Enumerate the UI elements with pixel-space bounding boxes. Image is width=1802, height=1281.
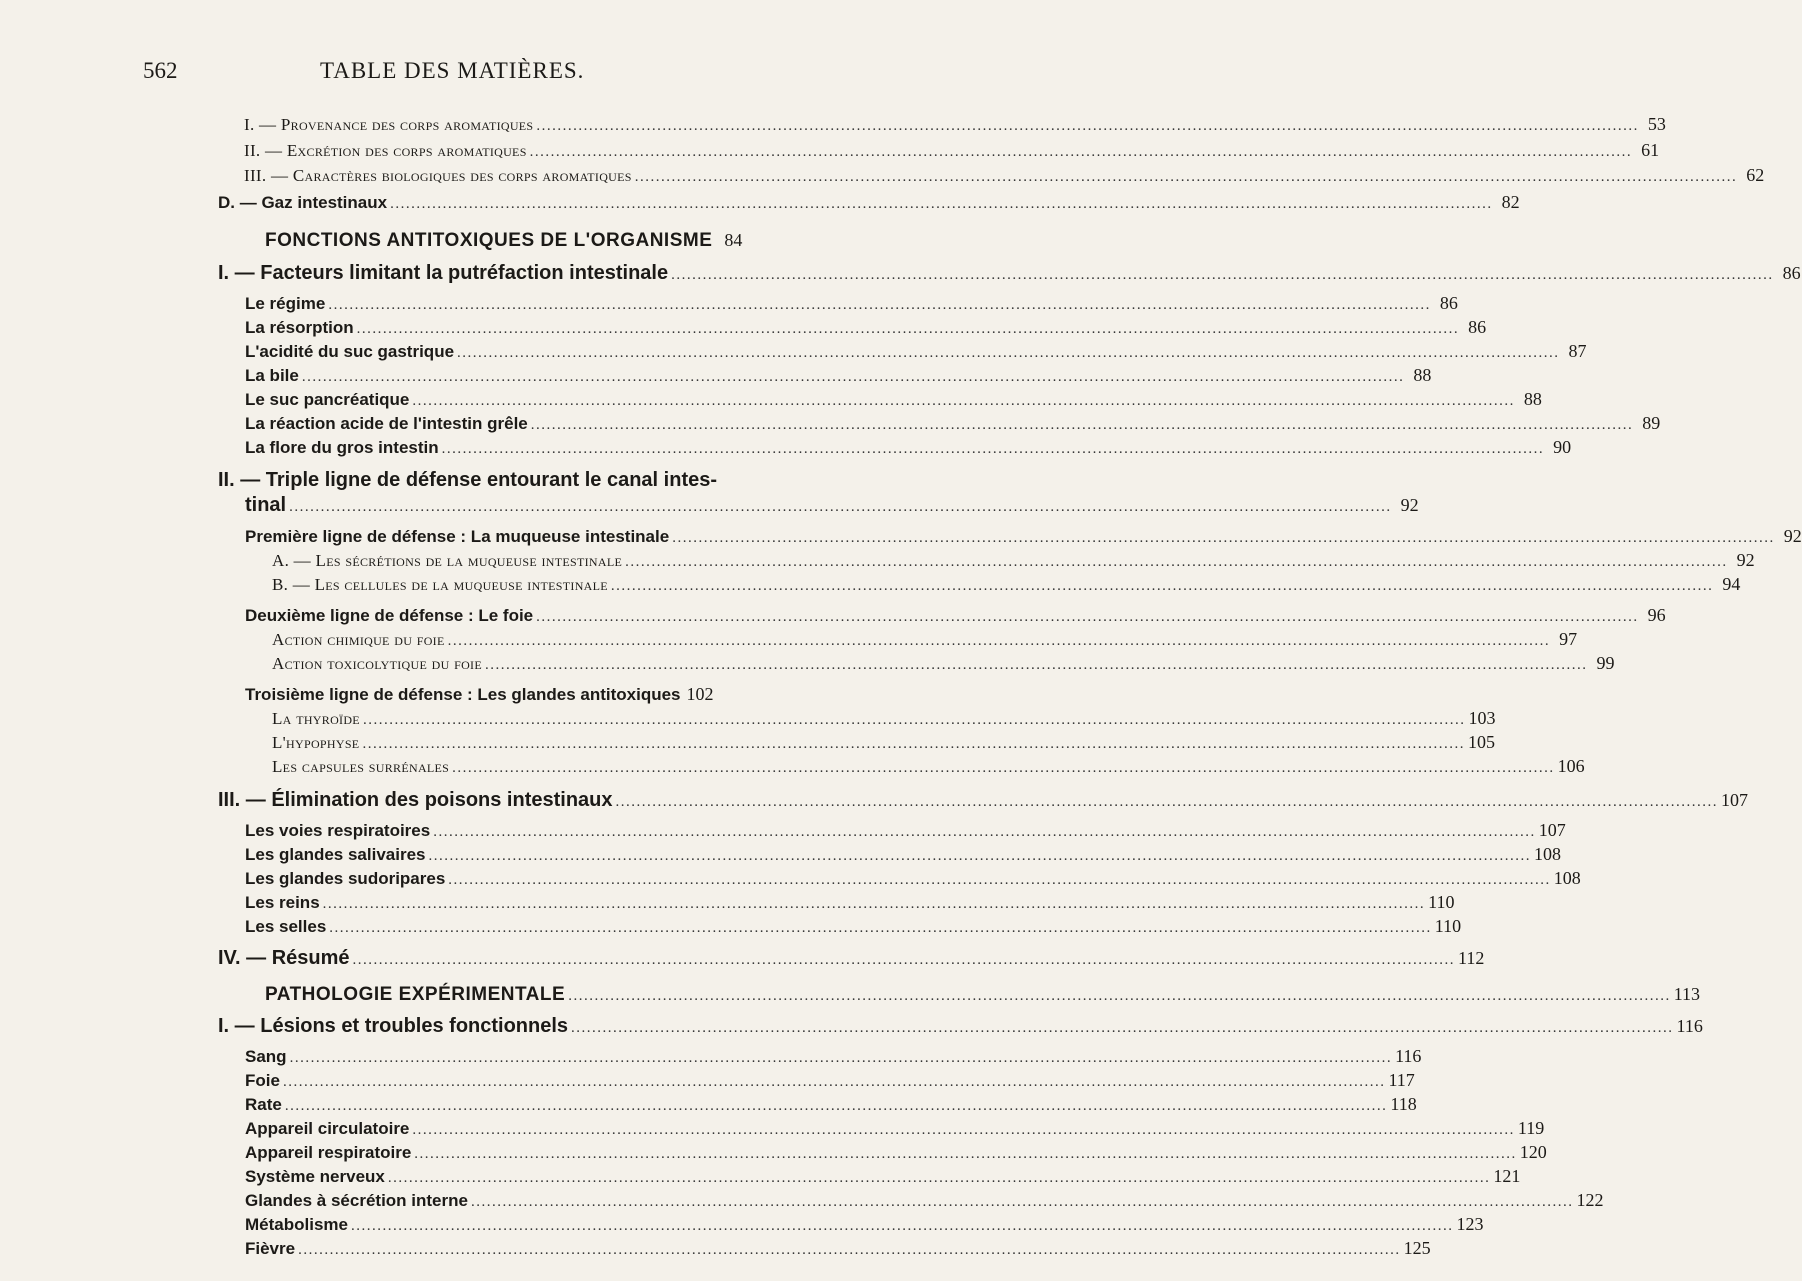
toc-entry	[245, 916, 1462, 940]
page-header	[0, 58, 801, 88]
toc-entry-label: Action chimique du foie	[272, 630, 445, 649]
toc-entry	[218, 1015, 1703, 1039]
toc-entry	[245, 341, 1587, 365]
leader-dots	[571, 1020, 1674, 1037]
toc-entry-label: II. — Excrétion des corps aromatiques	[244, 141, 527, 160]
toc-entry-page: 97	[1559, 629, 1578, 649]
toc-entry-label: Fièvre	[245, 1239, 296, 1258]
toc-entry-label: Les reins	[245, 893, 320, 912]
toc-entry	[244, 114, 1666, 138]
leader-dots	[611, 578, 1714, 595]
toc-entry-label: Rate	[245, 1095, 282, 1114]
toc-entry-label: Le suc pancréatique	[245, 390, 410, 409]
leader-dots	[283, 1074, 1386, 1091]
leader-dots	[412, 393, 1515, 410]
toc-entry	[245, 293, 1458, 317]
toc-entry-page: 118	[1390, 1094, 1417, 1114]
leader-dots	[390, 196, 1493, 213]
toc-entry-page: 92	[1400, 495, 1419, 515]
toc-entry-label: La thyroïde	[272, 709, 360, 728]
leader-dots	[625, 554, 1728, 571]
toc-entry-page: 88	[1413, 365, 1432, 385]
toc-entry	[245, 1166, 1521, 1190]
leader-dots	[448, 872, 1551, 889]
toc-entry-label: I. — Lésions et troubles fonctionnels	[218, 1015, 569, 1037]
toc-entry-page: 90	[1553, 437, 1572, 457]
toc-entry-label: La bile	[245, 366, 299, 385]
toc-entry-label: Le régime	[245, 294, 326, 313]
toc-entry-label: D. — Gaz intestinaux	[218, 193, 388, 212]
toc-entry	[245, 1190, 1604, 1214]
toc-entry-page: 117	[1388, 1070, 1415, 1090]
toc-entry-label: Appareil respiratoire	[245, 1143, 412, 1162]
toc-entry-page: 121	[1493, 1166, 1521, 1186]
toc-entry-label: Deuxième ligne de défense : Le foie	[245, 606, 534, 625]
leader-dots	[363, 712, 1466, 729]
toc-entry-label: III. — Caractères biologiques des corps aromatiques	[244, 166, 632, 185]
toc-entry-label: Métabolisme	[245, 1215, 348, 1234]
toc-entry-label: B. — Les cellules de la muqueuse intestinale	[272, 575, 608, 594]
leader-dots	[302, 369, 1405, 386]
leader-dots	[357, 321, 1460, 338]
toc-entry-page: 92	[1783, 526, 1802, 546]
toc-entry	[245, 1094, 1417, 1118]
page-number: 562	[143, 58, 178, 83]
toc-entry	[244, 165, 1765, 189]
toc-entry-label: La réaction acide de l'intestin grêle	[245, 414, 528, 433]
toc-entry-label: Sang	[245, 1047, 287, 1066]
toc-entry-page: 110	[1428, 892, 1455, 912]
leader-dots	[672, 530, 1775, 547]
toc-entry-page: 53	[1647, 114, 1666, 134]
toc-entry-label: I. — Facteurs limitant la putréfaction intestinale	[218, 262, 669, 284]
toc-entry-label: Foie	[245, 1071, 280, 1090]
leader-dots	[362, 736, 1465, 753]
toc-entry-label: La flore du gros intestin	[245, 438, 439, 457]
toc-entry	[245, 844, 1561, 868]
toc-entry-label: Système nerveux	[245, 1167, 385, 1186]
toc-entry-page: 112	[1458, 948, 1485, 968]
toc-entry-page: 116	[1676, 1016, 1703, 1036]
toc-entry-label: Les capsules surrénales	[272, 757, 450, 776]
toc-entry	[218, 789, 1749, 813]
leader-dots	[414, 1146, 1517, 1163]
toc-entry	[272, 653, 1615, 677]
toc-entry-page: 113	[1673, 984, 1701, 1004]
toc-entry	[245, 605, 1666, 629]
toc-entry-label: PATHOLOGIE EXPÉRIMENTALE	[265, 984, 566, 1005]
toc-entry	[245, 684, 714, 708]
toc-entry-label: La résorption	[245, 318, 354, 337]
toc-entry	[245, 868, 1581, 892]
toc-entry	[245, 1238, 1431, 1262]
page-title: TABLE DES MATIÈRES.	[320, 58, 585, 83]
toc-entry	[218, 262, 1801, 286]
toc-entry	[272, 550, 1755, 574]
toc-entry	[245, 820, 1566, 844]
toc-entry-page: 86	[1468, 317, 1487, 337]
leader-dots	[429, 848, 1532, 865]
leader-dots	[289, 499, 1392, 516]
toc-entry	[245, 1118, 1545, 1142]
leader-dots	[452, 760, 1555, 777]
leader-dots	[433, 824, 1536, 841]
toc-entry-page: 96	[1647, 605, 1666, 625]
leader-dots	[616, 794, 1719, 811]
toc-entry	[245, 389, 1542, 413]
toc-entry	[218, 192, 1520, 216]
toc-entry	[245, 526, 1802, 550]
toc-entry	[245, 413, 1661, 437]
toc-entry-page: 87	[1568, 341, 1587, 361]
toc-entry-page: 108	[1534, 844, 1561, 864]
toc-entry-label: L'hypophyse	[272, 733, 360, 752]
toc-entry	[272, 756, 1585, 780]
toc-entry-page: 89	[1642, 413, 1661, 433]
toc-entry-label: Action toxicolytique du foie	[272, 654, 482, 673]
toc-entry	[245, 1070, 1415, 1094]
leader-dots	[388, 1170, 1491, 1187]
toc-entry-page: 86	[1439, 293, 1458, 313]
leader-dots	[442, 441, 1545, 458]
toc-entry-page: 120	[1519, 1142, 1547, 1162]
leader-dots	[471, 1194, 1574, 1211]
leader-dots	[536, 118, 1639, 135]
leader-dots	[448, 633, 1551, 650]
toc-entry-page: 88	[1523, 389, 1542, 409]
toc-entry	[272, 574, 1741, 598]
leader-dots	[290, 1050, 1393, 1067]
toc-entry-label: I. — Provenance des corps aromatiques	[244, 115, 534, 134]
toc-entry-label: Les selles	[245, 917, 327, 936]
leader-dots	[285, 1098, 1388, 1115]
toc-entry-page: 86	[1782, 263, 1801, 283]
toc-entry-page: 122	[1576, 1190, 1604, 1210]
toc-entry	[272, 732, 1495, 756]
toc-entry	[272, 629, 1578, 653]
toc-entry	[245, 494, 1419, 518]
toc-entry-page: 82	[1501, 192, 1520, 212]
toc-entry-page: 110	[1434, 916, 1462, 936]
toc-entry-label: tinal	[245, 494, 287, 516]
leader-dots	[531, 417, 1634, 434]
toc-entry-label: Les glandes sudoripares	[245, 869, 446, 888]
leader-dots	[671, 267, 1774, 284]
toc-entry-page: 61	[1641, 140, 1660, 160]
toc-entry-page: 84	[724, 230, 743, 250]
toc-entry-label: A. — Les sécrétions de la muqueuse intestinale	[272, 551, 623, 570]
toc-entry-page: 108	[1553, 868, 1581, 888]
toc-entry-page: 125	[1403, 1238, 1431, 1258]
toc-entry	[245, 317, 1487, 341]
leader-dots	[568, 988, 1671, 1005]
toc-entry-label: Appareil circulatoire	[245, 1119, 410, 1138]
toc-entry	[245, 437, 1572, 461]
toc-entry	[245, 892, 1455, 916]
toc-entry-label: II. — Triple ligne de défense entourant le canal intes-	[218, 469, 718, 491]
toc-entry-page: 99	[1596, 653, 1615, 673]
toc-entry-label: L'acidité du suc gastrique	[245, 342, 455, 361]
toc-entry	[272, 708, 1496, 732]
toc-entry-label: IV. — Résumé	[218, 947, 350, 969]
toc-entry	[245, 1214, 1484, 1238]
leader-dots	[536, 609, 1639, 626]
toc-entry	[244, 140, 1660, 164]
toc-entry-page: 123	[1456, 1214, 1484, 1234]
toc-entry-page: 107	[1721, 790, 1749, 810]
toc-entry	[245, 365, 1432, 389]
toc-entry	[265, 984, 1701, 1008]
toc-entry	[245, 1142, 1547, 1166]
leader-dots	[457, 345, 1560, 362]
toc-entry-label: Première ligne de défense : La muqueuse intestinale	[245, 527, 670, 546]
toc-entry-label: FONCTIONS ANTITOXIQUES DE L'ORGANISME	[265, 230, 713, 251]
leader-dots	[351, 1218, 1454, 1235]
leader-dots	[635, 169, 1738, 186]
toc-entry-label: Troisième ligne de défense : Les glandes antitoxiques	[245, 685, 681, 704]
toc-entry-page: 103	[1468, 708, 1496, 728]
toc-entry-page: 106	[1557, 756, 1585, 776]
toc-entry-page: 107	[1538, 820, 1566, 840]
toc-entry-label: Glandes à sécrétion interne	[245, 1191, 468, 1210]
toc-entry-page: 92	[1736, 550, 1755, 570]
toc-entry-page: 62	[1746, 165, 1765, 185]
leader-dots	[412, 1122, 1515, 1139]
leader-dots	[329, 920, 1432, 937]
leader-dots	[530, 144, 1633, 161]
toc-entry-page: 94	[1722, 574, 1741, 594]
toc-entry-label: Les glandes salivaires	[245, 845, 426, 864]
leader-dots	[328, 297, 1431, 314]
toc-entry-label: Les voies respiratoires	[245, 821, 431, 840]
leader-dots	[298, 1242, 1401, 1259]
toc-entry-page: 105	[1467, 732, 1495, 752]
leader-dots	[353, 952, 1456, 969]
toc-entry-label: III. — Élimination des poisons intestinaux	[218, 789, 613, 811]
toc-entry-page: 116	[1395, 1046, 1422, 1066]
leader-dots	[485, 657, 1588, 674]
toc-entry-page: 119	[1517, 1118, 1545, 1138]
leader-dots	[323, 896, 1426, 913]
toc-entry	[265, 230, 743, 254]
toc-entry	[245, 1046, 1422, 1070]
toc-entry	[218, 947, 1485, 971]
toc-entry-page: 102	[686, 684, 714, 704]
